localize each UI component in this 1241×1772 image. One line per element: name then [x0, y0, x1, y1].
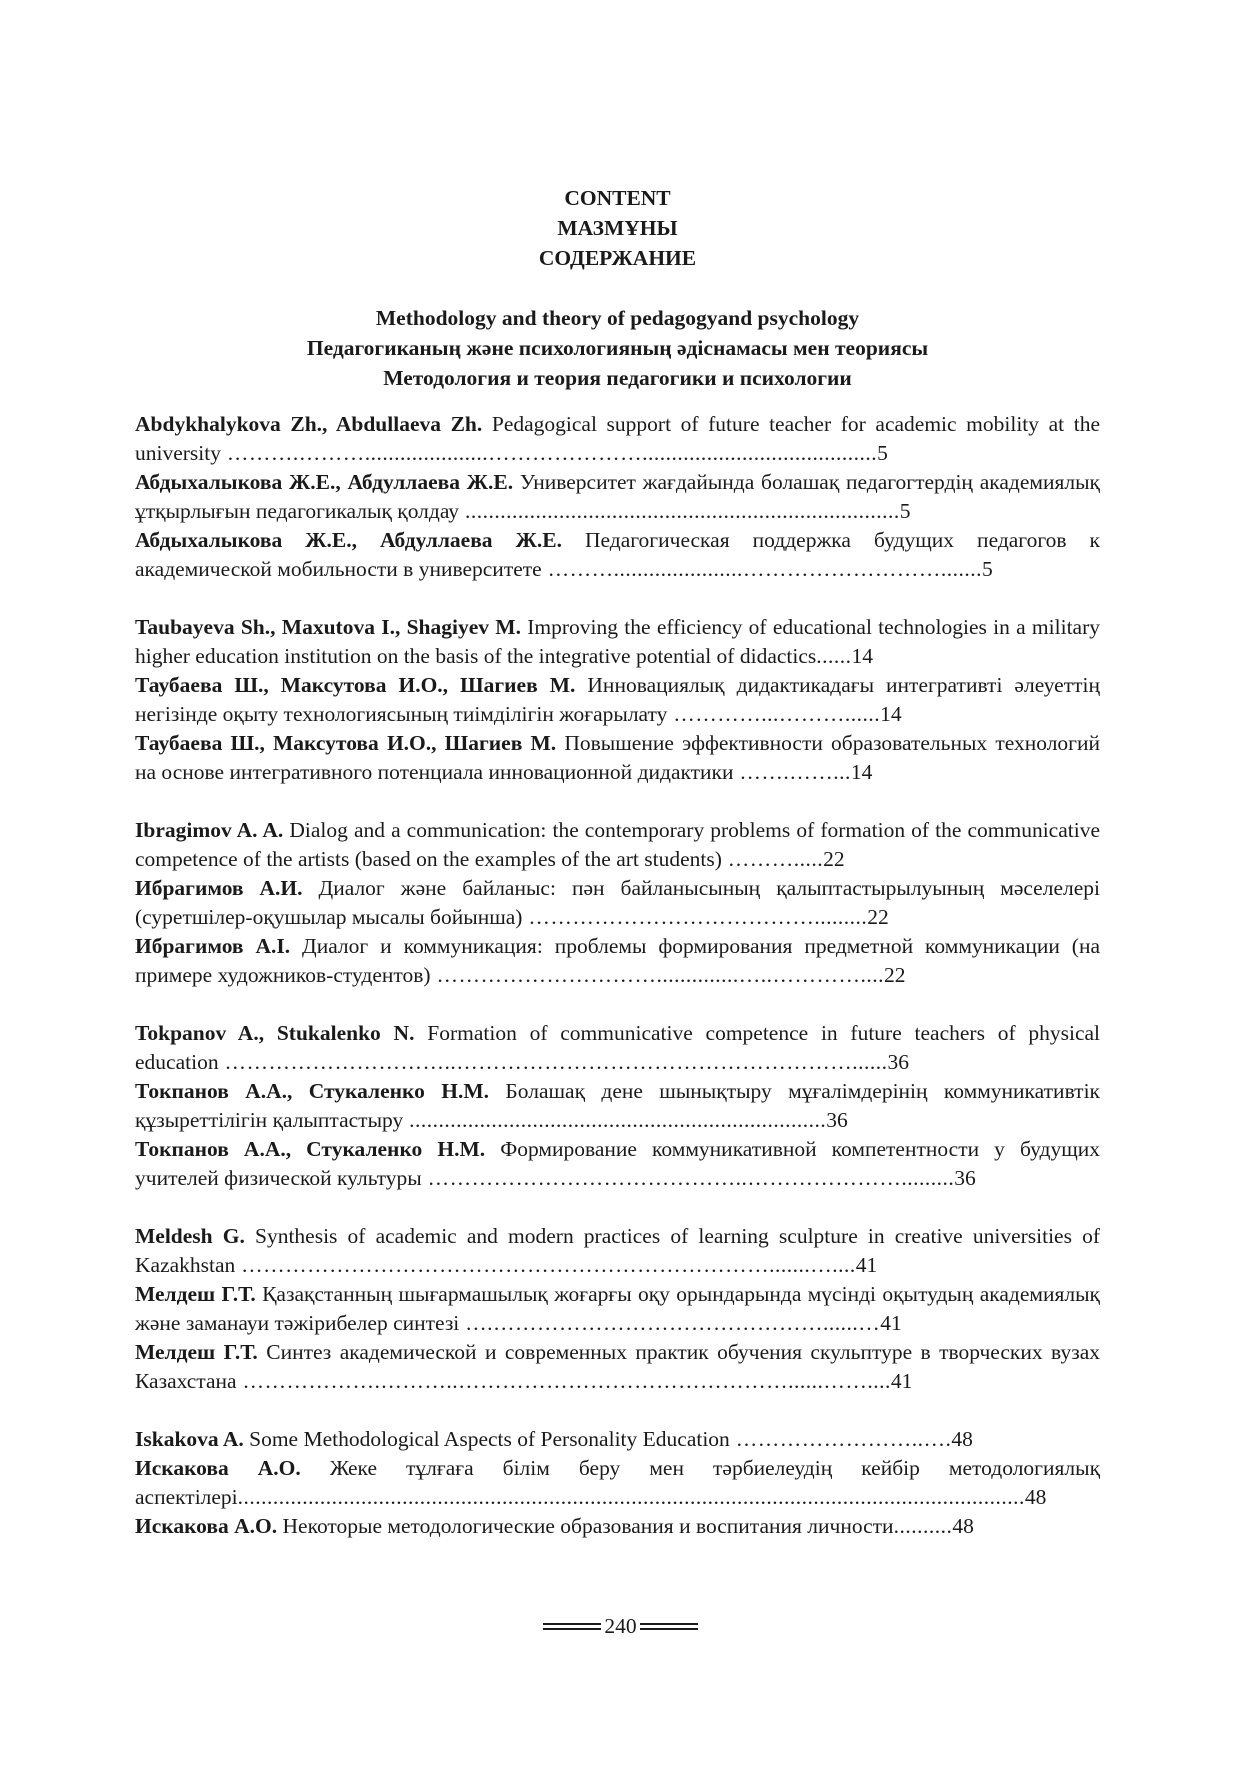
entry-authors: Ибрагимов А.I.: [135, 934, 291, 958]
entry-page-number: 14: [850, 760, 873, 784]
entry-authors: Taubayeva Sh., Maxutova I., Shagiyev M.: [135, 615, 521, 639]
toc-entry[interactable]: [135, 468, 1100, 526]
toc-entry[interactable]: [135, 874, 1100, 932]
entry-page-number: 41: [880, 1311, 902, 1335]
toc-entry[interactable]: [135, 526, 1100, 584]
entry-leader-dots: …………………………..............…..…………....: [430, 963, 884, 987]
entry-page-number: 48: [951, 1427, 973, 1451]
entry-title: Formation of communicative competence in future teachers of physical education: [135, 1021, 1101, 1074]
toc-entry[interactable]: [135, 1222, 1100, 1280]
entry-page-number: 5: [877, 441, 888, 465]
footer-rule-right: [640, 1623, 698, 1630]
entry-authors: Токпанов А.А., Стукаленко Н.М.: [135, 1137, 486, 1161]
entry-page-number: 22: [867, 905, 889, 929]
entry-leader-dots: ……………………………………..………………….........: [421, 1166, 955, 1190]
content-title-kz: МАЗМҰНЫ: [557, 216, 678, 240]
entry-authors: Таубаева Ш., Максутова И.О., Шагиев М.: [135, 673, 576, 697]
entry-leader-dots: ……………….………..………………………………………......……....: [236, 1369, 891, 1393]
entry-leader-dots: ………………………………….........: [522, 905, 868, 929]
section-heading-en: Methodology and theory of pedagogyand psychology: [375, 306, 860, 330]
entry-authors: Iskakova A.: [135, 1427, 244, 1451]
entry-authors: Мелдеш Г.Т.: [135, 1282, 256, 1306]
toc-group: [135, 410, 1100, 584]
entry-authors: Искакова А.О.: [135, 1514, 278, 1538]
entry-leader-dots: ..........................................................................: [459, 499, 900, 523]
toc-entry[interactable]: [135, 410, 1100, 468]
entry-title: Некоторые методологические образования и воспитания личности: [282, 1514, 894, 1538]
entry-leader-dots: ……………………………………………………………….......…....: [235, 1253, 856, 1277]
toc-group: [135, 1222, 1100, 1396]
entry-page-number: 5: [899, 499, 911, 523]
entry-title: Synthesis of academic and modern practices of learning sculpture in creative universities of Kazakhstan: [135, 1224, 1101, 1277]
toc-group: [135, 816, 1100, 990]
entry-leader-dots: .......................................................................: [403, 1108, 827, 1132]
entry-authors: Абдыхалыкова Ж.Е., Абдуллаева Ж.Е.: [135, 528, 562, 552]
toc-group: [135, 1425, 1100, 1541]
section-heading-kz: Педагогиканың және психологияның әдіснамасы мен теориясы: [306, 336, 929, 360]
entry-leader-dots: ………......................……………………….......: [541, 557, 982, 581]
entry-page-number: 5: [981, 557, 993, 581]
toc-entry[interactable]: [135, 729, 1100, 787]
entry-authors: Abdykhalykova Zh., Abdullaeva Zh.: [135, 412, 483, 436]
entry-leader-dots: …….……...: [733, 760, 851, 784]
toc-group: [135, 613, 1100, 787]
entry-leader-dots: ......: [816, 644, 852, 668]
entry-page-number: 41: [855, 1253, 878, 1277]
entry-authors: Мелдеш Г.Т.: [135, 1340, 258, 1364]
heading-gap: [135, 273, 1100, 303]
entry-title: Some Methodological Aspects of Personality Education: [249, 1427, 730, 1451]
entry-title: Improving the efficiency of educational technologies in a military higher education institution on the basis of the integrative potential of didactics: [135, 615, 1100, 668]
entry-title: Диалог және байланыс: пән байланысының қалыптастырылуының мәселелері (суретшілер-оқушылар мысалы бойынша): [135, 876, 1100, 929]
entry-title: Жеке тұлғаға білім беру мен тәрбиелеудің кейбір методологиялық аспектілері: [135, 1456, 1101, 1509]
entry-page-number: 48: [952, 1514, 974, 1538]
toc-entry[interactable]: [135, 1338, 1100, 1396]
entry-page-number: 14: [851, 644, 874, 668]
headings-block: [135, 183, 1100, 393]
entry-title: Болашақ дене шынықтыру мұғалімдерінің коммуникативтік құзыреттілігін қалыптастыру: [135, 1079, 1100, 1132]
entry-page-number: 36: [887, 1050, 909, 1074]
entry-title: Pedagogical support of future teacher for academic mobility at the university: [135, 412, 1101, 465]
entry-page-number: 14: [880, 702, 902, 726]
entry-title: Повышение эффективности образовательных технологий на основе интегративного потенциала инновационной дидактики: [135, 731, 1101, 784]
toc-entry[interactable]: [135, 1019, 1100, 1077]
toc-group: [135, 1019, 1100, 1193]
entry-page-number: 36: [826, 1108, 848, 1132]
toc-entry[interactable]: [135, 1135, 1100, 1193]
footer-rule-left: [543, 1623, 601, 1630]
entry-authors: Meldesh G.: [135, 1224, 245, 1248]
entry-leader-dots: ……….....: [721, 847, 824, 871]
entry-authors: Ибрагимов А.И.: [135, 876, 303, 900]
entry-page-number: 48: [1024, 1485, 1047, 1509]
entry-title: Диалог и коммуникация: проблемы формирования предметной коммуникации (на примере художников-студентов): [135, 934, 1100, 987]
content-title-en: CONTENT: [564, 186, 671, 210]
entry-authors: Абдыхалыкова Ж.Е., Абдуллаева Ж.Е.: [135, 470, 514, 494]
entry-title: Синтез академической и современных практик обучения скульптуре в творческих вузах Казахстана: [135, 1340, 1100, 1393]
entry-title: Формирование коммуникативной компетентности у будущих учителей физической культуры: [135, 1137, 1101, 1190]
page-footer: [0, 1614, 1241, 1639]
toc-list: [135, 410, 1100, 1570]
entry-leader-dots: ….………………………………………......…: [459, 1311, 881, 1335]
entry-authors: Токпанов А.А., Стукаленко Н.М.: [135, 1079, 490, 1103]
entry-leader-dots: …………………………..………………………………………………......: [218, 1050, 888, 1074]
toc-entry[interactable]: [135, 671, 1100, 729]
toc-entry[interactable]: [135, 932, 1100, 990]
entry-leader-dots: …………...………......: [667, 702, 881, 726]
entry-title: Қазақстанның шығармашылық жоғарғы оқу орындарында мүсінді оқытудың академиялық және заманауи тәжірибелер синтезі: [135, 1282, 1101, 1335]
entry-leader-dots: ..........: [893, 1514, 953, 1538]
entry-title: Педагогическая поддержка будущих педагогов к академической мобильности в университете: [135, 528, 1101, 581]
entry-title: Dialog and a communication: the contemporary problems of formation of the communicative competence of the artists (based on the examples of the art students): [135, 818, 1101, 871]
entry-authors: Ibragimov A. A.: [135, 818, 284, 842]
entry-title: Университет жағдайында болашақ педагогтердің академиялық ұтқырлығын педагогикалық қолдау: [135, 470, 1100, 523]
entry-page-number: 36: [954, 1166, 976, 1190]
toc-entry[interactable]: [135, 1425, 1100, 1454]
entry-page-number: 41: [890, 1369, 913, 1393]
content-title-ru: СОДЕРЖАНИЕ: [538, 246, 697, 270]
toc-entry[interactable]: [135, 1280, 1100, 1338]
toc-entry[interactable]: [135, 1454, 1100, 1512]
entry-page-number: 22: [823, 847, 845, 871]
entry-page-number: 22: [883, 963, 906, 987]
entry-leader-dots: ......................................................................................................................................: [237, 1485, 1025, 1509]
entry-leader-dots: ……….……….....................…………………........................................: [221, 441, 878, 465]
entry-title: Инновациялық дидактикадағы интегративті әлеуеттің негізінде оқыту технологиясының тиімділігін жоғарылату: [135, 673, 1100, 726]
entry-leader-dots: ……………………..….: [729, 1427, 952, 1451]
toc-entry[interactable]: [135, 816, 1100, 874]
page-number: 240: [604, 1614, 637, 1638]
toc-entry[interactable]: [135, 1077, 1100, 1135]
section-heading-ru: Методология и теория педагогики и психологии: [383, 366, 852, 390]
entry-authors: Tokpanov A., Stukalenko N.: [135, 1021, 415, 1045]
entry-authors: Искакова А.О.: [135, 1456, 301, 1480]
toc-entry[interactable]: [135, 1512, 1100, 1541]
entry-authors: Таубаева Ш., Максутова И.О., Шагиев М.: [135, 731, 557, 755]
toc-entry[interactable]: [135, 613, 1100, 671]
